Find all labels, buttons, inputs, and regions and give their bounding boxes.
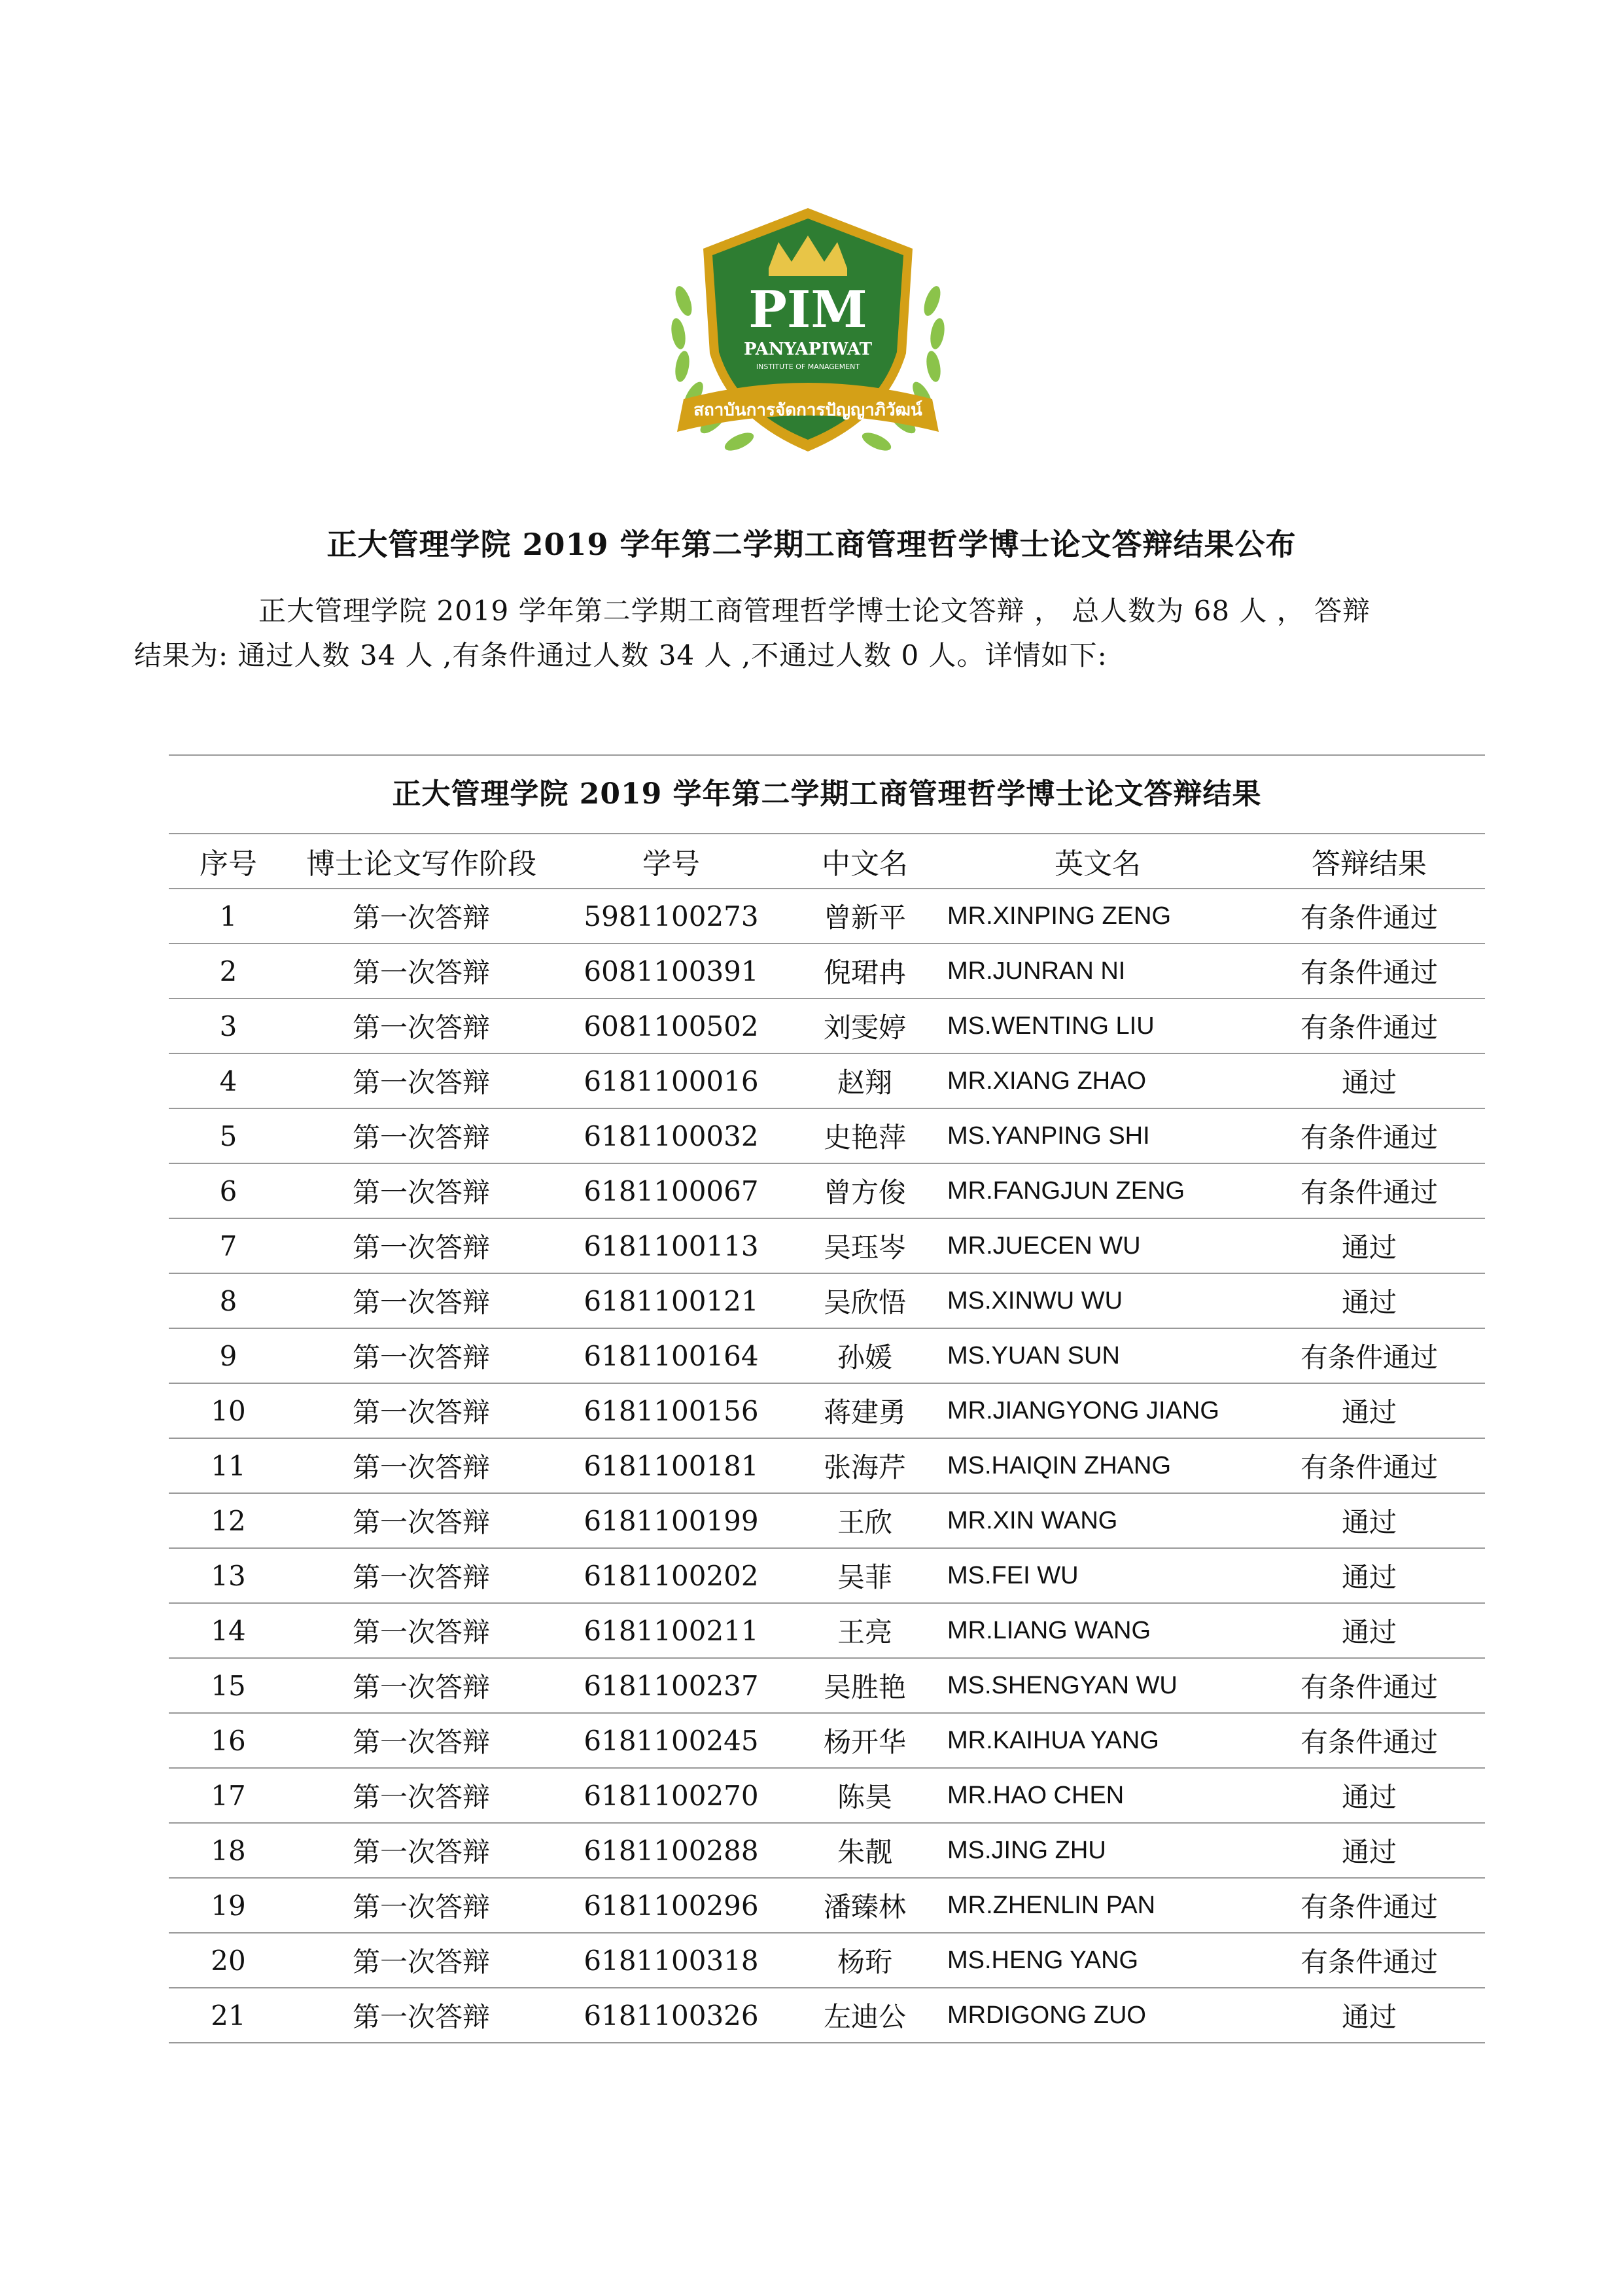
cell-index: 4	[169, 1053, 288, 1108]
cell-index: 3	[169, 998, 288, 1053]
intro-line-2: 结果为: 通过人数 34 人 ,有条件通过人数 34 人 ,不通过人数 0 人。详情如下:	[134, 639, 1108, 671]
cell-index: 11	[169, 1438, 288, 1493]
cell-chinese-name: 倪珺冉	[788, 944, 942, 998]
cell-chinese-name: 吴欣悟	[788, 1273, 942, 1328]
table-row	[169, 1823, 1485, 1878]
cell-stage: 第一次答辩	[288, 1053, 555, 1108]
cell-index: 20	[169, 1933, 288, 1988]
cell-english-name: MR.ZHENLIN PAN	[942, 1878, 1253, 1933]
cell-student-id: 6181100202	[555, 1548, 788, 1603]
cell-result: 有条件通过	[1253, 1658, 1485, 1713]
cell-result: 通过	[1253, 1768, 1485, 1823]
cell-english-name: MR.JIANGYONG JIANG	[942, 1383, 1253, 1438]
cell-stage: 第一次答辩	[288, 1768, 555, 1823]
table-row	[169, 1108, 1485, 1163]
cell-result: 有条件通过	[1253, 1328, 1485, 1383]
cell-stage: 第一次答辩	[288, 1108, 555, 1163]
cell-english-name: MR.KAIHUA YANG	[942, 1713, 1253, 1768]
cell-index: 14	[169, 1603, 288, 1658]
table-row	[169, 998, 1485, 1053]
cell-stage: 第一次答辩	[288, 1823, 555, 1878]
cell-english-name: MS.SHENGYAN WU	[942, 1658, 1253, 1713]
cell-result: 通过	[1253, 1218, 1485, 1273]
cell-result: 有条件通过	[1253, 1163, 1485, 1218]
cell-chinese-name: 曾方俊	[788, 1163, 942, 1218]
cell-student-id: 6181100296	[555, 1878, 788, 1933]
cell-stage: 第一次答辩	[288, 1163, 555, 1218]
cell-stage: 第一次答辩	[288, 1273, 555, 1328]
cell-stage: 第一次答辩	[288, 1988, 555, 2043]
cell-stage: 第一次答辩	[288, 998, 555, 1053]
cell-student-id: 6181100181	[555, 1438, 788, 1493]
cell-english-name: MS.JING ZHU	[942, 1823, 1253, 1878]
cell-english-name: MR.LIANG WANG	[942, 1603, 1253, 1658]
cell-chinese-name: 吴珏岑	[788, 1218, 942, 1273]
cell-index: 6	[169, 1163, 288, 1218]
cell-stage: 第一次答辩	[288, 944, 555, 998]
cell-index: 17	[169, 1768, 288, 1823]
cell-stage: 第一次答辩	[288, 889, 555, 944]
header-chinese-name: 中文名	[788, 834, 942, 889]
cell-result: 有条件通过	[1253, 889, 1485, 944]
cell-index: 16	[169, 1713, 288, 1768]
header-english-name: 英文名	[942, 834, 1253, 889]
cell-student-id: 6181100113	[555, 1218, 788, 1273]
cell-result: 有条件通过	[1253, 1108, 1485, 1163]
cell-result: 通过	[1253, 1273, 1485, 1328]
cell-student-id: 6181100237	[555, 1658, 788, 1713]
cell-result: 通过	[1253, 1493, 1485, 1548]
cell-result: 有条件通过	[1253, 944, 1485, 998]
cell-chinese-name: 张海芹	[788, 1438, 942, 1493]
cell-student-id: 6181100121	[555, 1273, 788, 1328]
table-row	[169, 1603, 1485, 1658]
intro-line-1: 正大管理学院 2019 学年第二学期工商管理哲学博士论文答辩 ， 总人数为 68 人 ， 答辩	[258, 595, 1371, 627]
cell-index: 12	[169, 1493, 288, 1548]
table-caption: 正大管理学院 2019 学年第二学期工商管理哲学博士论文答辩结果	[169, 754, 1485, 834]
cell-english-name: MS.WENTING LIU	[942, 998, 1253, 1053]
table-row	[169, 1328, 1485, 1383]
cell-english-name: MS.FEI WU	[942, 1548, 1253, 1603]
cell-result: 有条件通过	[1253, 1933, 1485, 1988]
cell-student-id: 6181100067	[555, 1163, 788, 1218]
cell-index: 15	[169, 1658, 288, 1713]
cell-stage: 第一次答辩	[288, 1933, 555, 1988]
cell-result: 通过	[1253, 1603, 1485, 1658]
cell-chinese-name: 潘臻林	[788, 1878, 942, 1933]
table-row	[169, 1163, 1485, 1218]
table-header-row	[169, 834, 1485, 889]
cell-index: 19	[169, 1878, 288, 1933]
cell-index: 1	[169, 889, 288, 944]
cell-student-id: 6181100326	[555, 1988, 788, 2043]
cell-student-id: 6181100016	[555, 1053, 788, 1108]
page-title: 正大管理学院 2019 学年第二学期工商管理哲学博士论文答辩结果公布	[326, 527, 1297, 562]
table-row	[169, 1493, 1485, 1548]
cell-english-name: MS.YANPING SHI	[942, 1108, 1253, 1163]
cell-chinese-name: 王欣	[788, 1493, 942, 1548]
table-row	[169, 1658, 1485, 1713]
cell-index: 2	[169, 944, 288, 998]
table-row	[169, 1988, 1485, 2043]
cell-english-name: MS.HENG YANG	[942, 1933, 1253, 1988]
cell-chinese-name: 赵翔	[788, 1053, 942, 1108]
cell-student-id: 6081100502	[555, 998, 788, 1053]
cell-stage: 第一次答辩	[288, 1438, 555, 1493]
cell-index: 21	[169, 1988, 288, 2043]
cell-index: 8	[169, 1273, 288, 1328]
cell-chinese-name: 史艳萍	[788, 1108, 942, 1163]
results-table-section	[169, 754, 1485, 2043]
cell-stage: 第一次答辩	[288, 1878, 555, 1933]
table-row	[169, 1383, 1485, 1438]
header-result: 答辩结果	[1253, 834, 1485, 889]
pim-logo	[664, 203, 952, 484]
cell-stage: 第一次答辩	[288, 1218, 555, 1273]
cell-result: 有条件通过	[1253, 1713, 1485, 1768]
cell-result: 通过	[1253, 1548, 1485, 1603]
header-student-id: 学号	[555, 834, 788, 889]
cell-chinese-name: 左迪公	[788, 1988, 942, 2043]
header-stage: 博士论文写作阶段	[288, 834, 555, 889]
cell-student-id: 6181100245	[555, 1713, 788, 1768]
cell-index: 10	[169, 1383, 288, 1438]
cell-result: 通过	[1253, 1053, 1485, 1108]
cell-chinese-name: 王亮	[788, 1603, 942, 1658]
cell-index: 13	[169, 1548, 288, 1603]
results-table	[169, 834, 1485, 2043]
cell-english-name: MS.XINWU WU	[942, 1273, 1253, 1328]
cell-chinese-name: 刘雯婷	[788, 998, 942, 1053]
cell-stage: 第一次答辩	[288, 1658, 555, 1713]
cell-stage: 第一次答辩	[288, 1548, 555, 1603]
cell-student-id: 6181100270	[555, 1768, 788, 1823]
cell-chinese-name: 杨珩	[788, 1933, 942, 1988]
intro-paragraph	[134, 589, 1426, 678]
cell-chinese-name: 孙媛	[788, 1328, 942, 1383]
cell-chinese-name: 蒋建勇	[788, 1383, 942, 1438]
table-row	[169, 1438, 1485, 1493]
cell-english-name: MS.YUAN SUN	[942, 1328, 1253, 1383]
cell-english-name: MR.JUECEN WU	[942, 1218, 1253, 1273]
cell-result: 有条件通过	[1253, 1438, 1485, 1493]
cell-english-name: MR.XIN WANG	[942, 1493, 1253, 1548]
cell-english-name: MR.XIANG ZHAO	[942, 1053, 1253, 1108]
cell-result: 有条件通过	[1253, 1878, 1485, 1933]
cell-student-id: 6181100288	[555, 1823, 788, 1878]
table-row	[169, 1053, 1485, 1108]
cell-index: 18	[169, 1823, 288, 1878]
cell-stage: 第一次答辩	[288, 1383, 555, 1438]
table-row	[169, 1933, 1485, 1988]
svg-text:PIM: PIM	[748, 280, 867, 340]
cell-chinese-name: 吴胜艳	[788, 1658, 942, 1713]
cell-student-id: 6081100391	[555, 944, 788, 998]
svg-text:INSTITUTE OF MANAGEMENT: INSTITUTE OF MANAGEMENT	[756, 362, 860, 371]
cell-stage: 第一次答辩	[288, 1493, 555, 1548]
cell-english-name: MS.HAIQIN ZHANG	[942, 1438, 1253, 1493]
table-row	[169, 1218, 1485, 1273]
cell-english-name: MR.JUNRAN NI	[942, 944, 1253, 998]
cell-english-name: MRDIGONG ZUO	[942, 1988, 1253, 2043]
table-row	[169, 1768, 1485, 1823]
cell-result: 通过	[1253, 1823, 1485, 1878]
cell-chinese-name: 陈昊	[788, 1768, 942, 1823]
cell-student-id: 6181100032	[555, 1108, 788, 1163]
cell-chinese-name: 曾新平	[788, 889, 942, 944]
svg-text:สถาบันการจัดการปัญญาภิวัฒน์: สถาบันการจัดการปัญญาภิวัฒน์	[693, 400, 922, 420]
table-row	[169, 889, 1485, 944]
cell-chinese-name: 吴菲	[788, 1548, 942, 1603]
cell-student-id: 6181100318	[555, 1933, 788, 1988]
header-index: 序号	[169, 834, 288, 889]
cell-student-id: 6181100156	[555, 1383, 788, 1438]
cell-english-name: MR.XINPING ZENG	[942, 889, 1253, 944]
cell-index: 7	[169, 1218, 288, 1273]
cell-student-id: 6181100199	[555, 1493, 788, 1548]
cell-chinese-name: 朱靓	[788, 1823, 942, 1878]
table-row	[169, 1713, 1485, 1768]
table-row	[169, 944, 1485, 998]
cell-student-id: 5981100273	[555, 889, 788, 944]
cell-stage: 第一次答辩	[288, 1713, 555, 1768]
cell-result: 通过	[1253, 1383, 1485, 1438]
table-row	[169, 1273, 1485, 1328]
cell-english-name: MR.FANGJUN ZENG	[942, 1163, 1253, 1218]
cell-index: 5	[169, 1108, 288, 1163]
table-row	[169, 1548, 1485, 1603]
cell-index: 9	[169, 1328, 288, 1383]
table-row	[169, 1878, 1485, 1933]
cell-stage: 第一次答辩	[288, 1328, 555, 1383]
cell-result: 通过	[1253, 1988, 1485, 2043]
svg-text:PANYAPIWAT: PANYAPIWAT	[743, 340, 873, 359]
cell-stage: 第一次答辩	[288, 1603, 555, 1658]
cell-english-name: MR.HAO CHEN	[942, 1768, 1253, 1823]
cell-chinese-name: 杨开华	[788, 1713, 942, 1768]
cell-student-id: 6181100164	[555, 1328, 788, 1383]
cell-student-id: 6181100211	[555, 1603, 788, 1658]
cell-result: 有条件通过	[1253, 998, 1485, 1053]
